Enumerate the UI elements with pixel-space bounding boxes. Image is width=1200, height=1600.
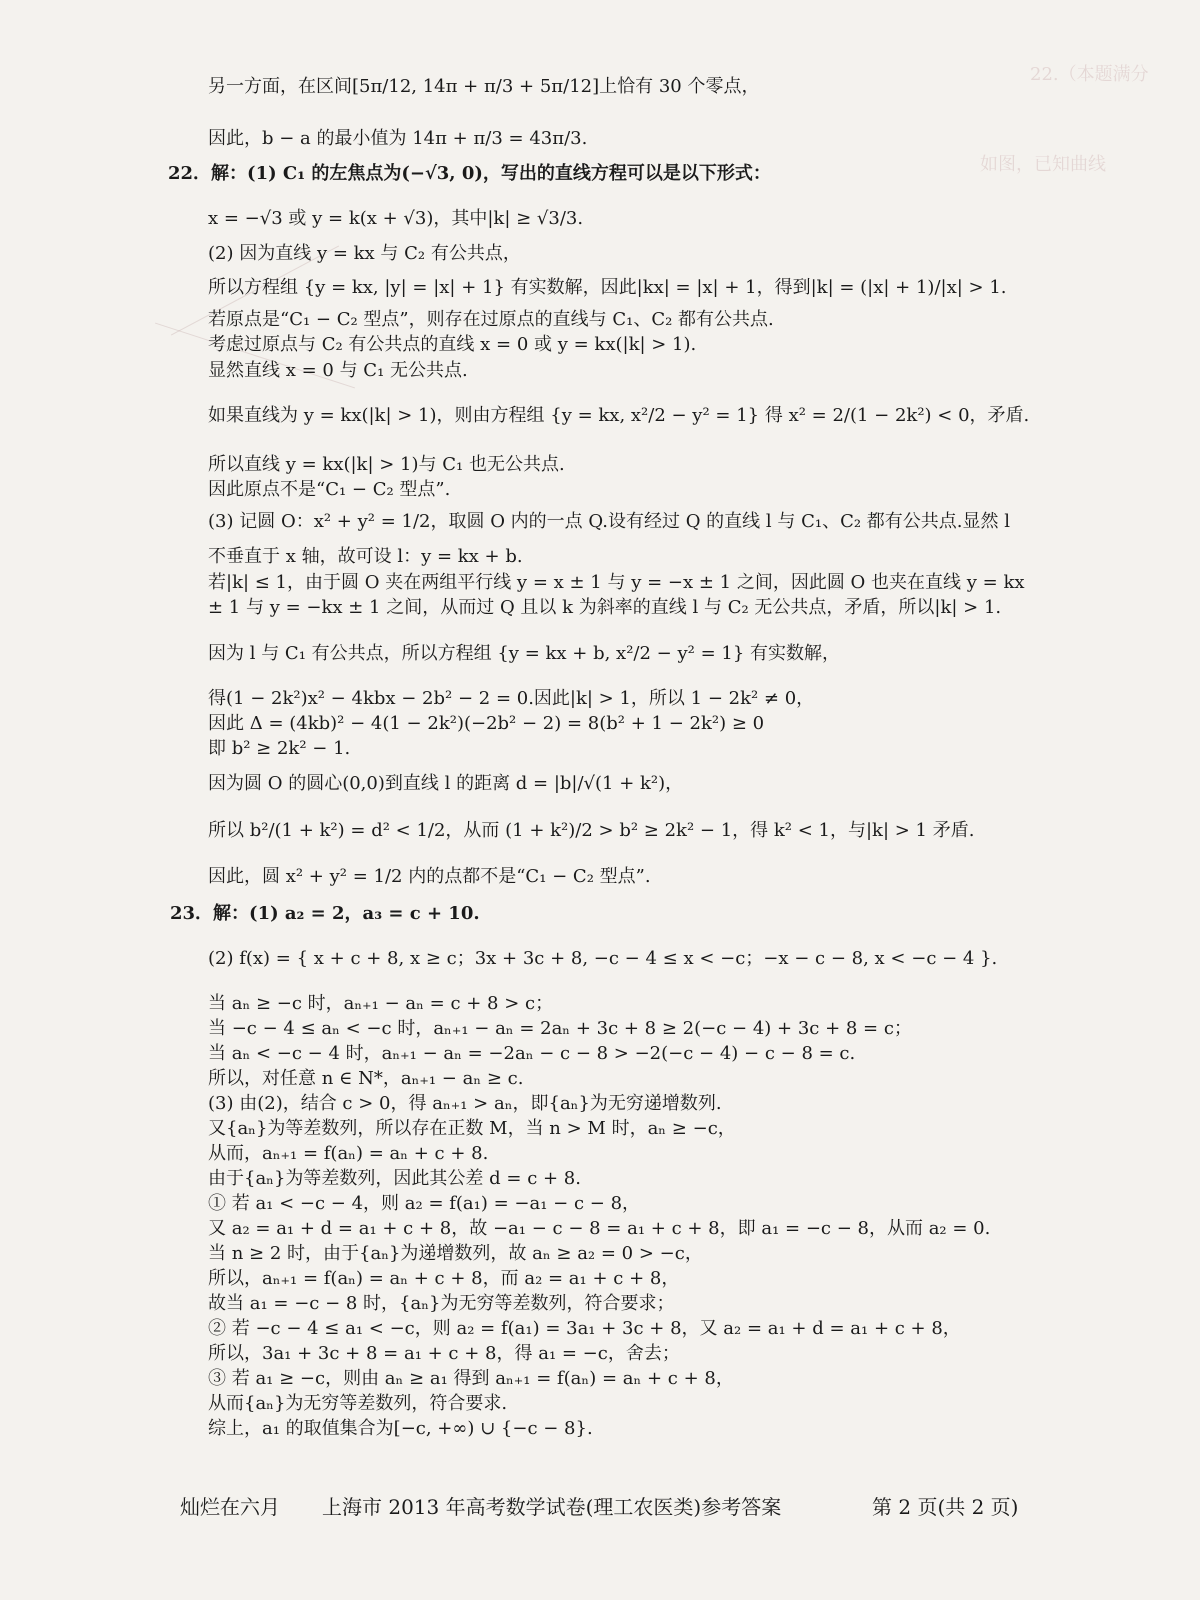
text-line: 如果直线为 y = kx(|k| > 1)，则由方程组 {y = kx, x²/2 − y² = 1} 得 x² = 2/(1 − 2k²) < 0，矛盾. [208,405,1030,426]
text-line: 所以，aₙ₊₁ = f(aₙ) = aₙ + c + 8，而 a₂ = a₁ + c + 8， [208,1268,680,1289]
text-line: 从而，aₙ₊₁ = f(aₙ) = aₙ + c + 8. [208,1143,489,1164]
text-line: (2) 因为直线 y = kx 与 C₂ 有公共点， [208,243,521,264]
section-heading: 22．解：(1) C₁ 的左焦点为(−√3, 0)，写出的直线方程可以是以下形式： [168,163,771,184]
text-line: 因此 Δ = (4kb)² − 4(1 − 2k²)(−2b² − 2) = 8(b² + 1 − 2k²) ≥ 0 [208,713,765,734]
text-line: 所以方程组 {y = kx, |y| = |x| + 1} 有实数解，因此|kx| = |x| + 1，得到|k| = (|x| + 1)/|x| > 1. [208,277,1007,298]
text-line: 当 aₙ ≥ −c 时，aₙ₊₁ − aₙ = c + 8 > c； [208,993,554,1014]
bleed-through-text: 22.（本题满分 [1030,64,1149,85]
bleed-through-text: 如图，已知曲线 [980,154,1106,175]
text-line: 若|k| ≤ 1，由于圆 O 夹在两组平行线 y = x ± 1 与 y = −x ± 1 之间，因此圆 O 也夹在直线 y = kx [208,572,1025,593]
text-line: (2) f(x) = { x + c + 8, x ≥ c；3x + 3c + 8, −c − 4 ≤ x < −c；−x − c − 8, x < −c − 4 }. [208,948,998,969]
text-line: 当 −c − 4 ≤ aₙ < −c 时，aₙ₊₁ − aₙ = 2aₙ + 3c + 8 ≥ 2(−c − 4) + 3c + 8 = c； [208,1018,912,1039]
text-line: 综上，a₁ 的取值集合为[−c, +∞) ∪ {−c − 8}. [208,1418,593,1439]
text-line: ① 若 a₁ < −c − 4，则 a₂ = f(a₁) = −a₁ − c − 8， [208,1193,641,1214]
text-line: (3) 记圆 O：x² + y² = 1/2，取圆 O 内的一点 Q.设有经过 Q 的直线 l 与 C₁、C₂ 都有公共点.显然 l [208,511,1010,532]
text-line: 因为圆 O 的圆心(0,0)到直线 l 的距离 d = |b|/√(1 + k²)， [208,773,684,794]
text-line: 从而{aₙ}为无穷等差数列，符合要求. [208,1393,508,1414]
text-line: 所以直线 y = kx(|k| > 1)与 C₁ 也无公共点. [208,454,565,475]
text-line: 另一方面，在区间[5π/12, 14π + π/3 + 5π/12]上恰有 30 个零点， [208,76,760,97]
text-line: 故当 a₁ = −c − 8 时，{aₙ}为无穷等差数列，符合要求； [208,1293,675,1314]
text-line: 当 n ≥ 2 时，由于{aₙ}为递增数列，故 aₙ ≥ a₂ = 0 > −c， [208,1243,703,1264]
footer-page-number: 第 2 页(共 2 页) [872,1495,1019,1519]
text-line: 因为 l 与 C₁ 有公共点，所以方程组 {y = kx + b, x²/2 − y² = 1} 有实数解， [208,643,840,664]
section-heading: 23．解：(1) a₂ = 2，a₃ = c + 10. [170,903,480,924]
text-line: ± 1 与 y = −kx ± 1 之间，从而过 Q 且以 k 为斜率的直线 l 与 C₂ 无公共点，矛盾，所以|k| > 1. [208,597,1002,618]
text-line: 若原点是“C₁ − C₂ 型点”，则存在过原点的直线与 C₁、C₂ 都有公共点. [208,309,774,330]
text-line: (3) 由(2)，结合 c > 0，得 aₙ₊₁ > aₙ，即{aₙ}为无穷递增数列. [208,1093,722,1114]
text-line: x = −√3 或 y = k(x + √3)，其中|k| ≥ √3/3. [208,208,584,229]
text-line: 因此原点不是“C₁ − C₂ 型点”. [208,479,451,500]
text-line: 因此，b − a 的最小值为 14π + π/3 = 43π/3. [208,128,588,149]
text-line: 考虑过原点与 C₂ 有公共点的直线 x = 0 或 y = kx(|k| > 1). [208,334,697,355]
text-line: 显然直线 x = 0 与 C₁ 无公共点. [208,360,468,381]
text-line: ③ 若 a₁ ≥ −c，则由 aₙ ≥ a₁ 得到 aₙ₊₁ = f(aₙ) = aₙ + c + 8， [208,1368,734,1389]
text-line: ② 若 −c − 4 ≤ a₁ < −c，则 a₂ = f(a₁) = 3a₁ + 3c + 8，又 a₂ = a₁ + d = a₁ + c + 8， [208,1318,961,1339]
text-line: 当 aₙ < −c − 4 时，aₙ₊₁ − aₙ = −2aₙ − c − 8 > −2(−c − 4) − c − 8 = c. [208,1043,856,1064]
text-line: 不垂直于 x 轴，故可设 l：y = kx + b. [208,546,523,567]
text-line: 所以，对任意 n ∈ N*，aₙ₊₁ − aₙ ≥ c. [208,1068,524,1089]
text-line: 又 a₂ = a₁ + d = a₁ + c + 8，故 −a₁ − c − 8 = a₁ + c + 8，即 a₁ = −c − 8，从而 a₂ = 0. [208,1218,991,1239]
text-line: 得(1 − 2k²)x² − 4kbx − 2b² − 2 = 0.因此|k| > 1，所以 1 − 2k² ≠ 0， [208,688,815,709]
footer-motto: 灿烂在六月 [180,1495,280,1519]
text-line: 所以，3a₁ + 3c + 8 = a₁ + c + 8，得 a₁ = −c，舍去； [208,1343,680,1364]
footer-title: 上海市 2013 年高考数学试卷(理工农医类)参考答案 [322,1495,782,1519]
text-line: 即 b² ≥ 2k² − 1. [208,738,351,759]
text-line: 又{aₙ}为等差数列，所以存在正数 M，当 n > M 时，aₙ ≥ −c， [208,1118,736,1139]
text-line: 由于{aₙ}为等差数列，因此其公差 d = c + 8. [208,1168,581,1189]
text-line: 所以 b²/(1 + k²) = d² < 1/2，从而 (1 + k²)/2 > b² ≥ 2k² − 1，得 k² < 1，与|k| > 1 矛盾. [208,820,975,841]
text-line: 因此，圆 x² + y² = 1/2 内的点都不是“C₁ − C₂ 型点”. [208,866,651,887]
